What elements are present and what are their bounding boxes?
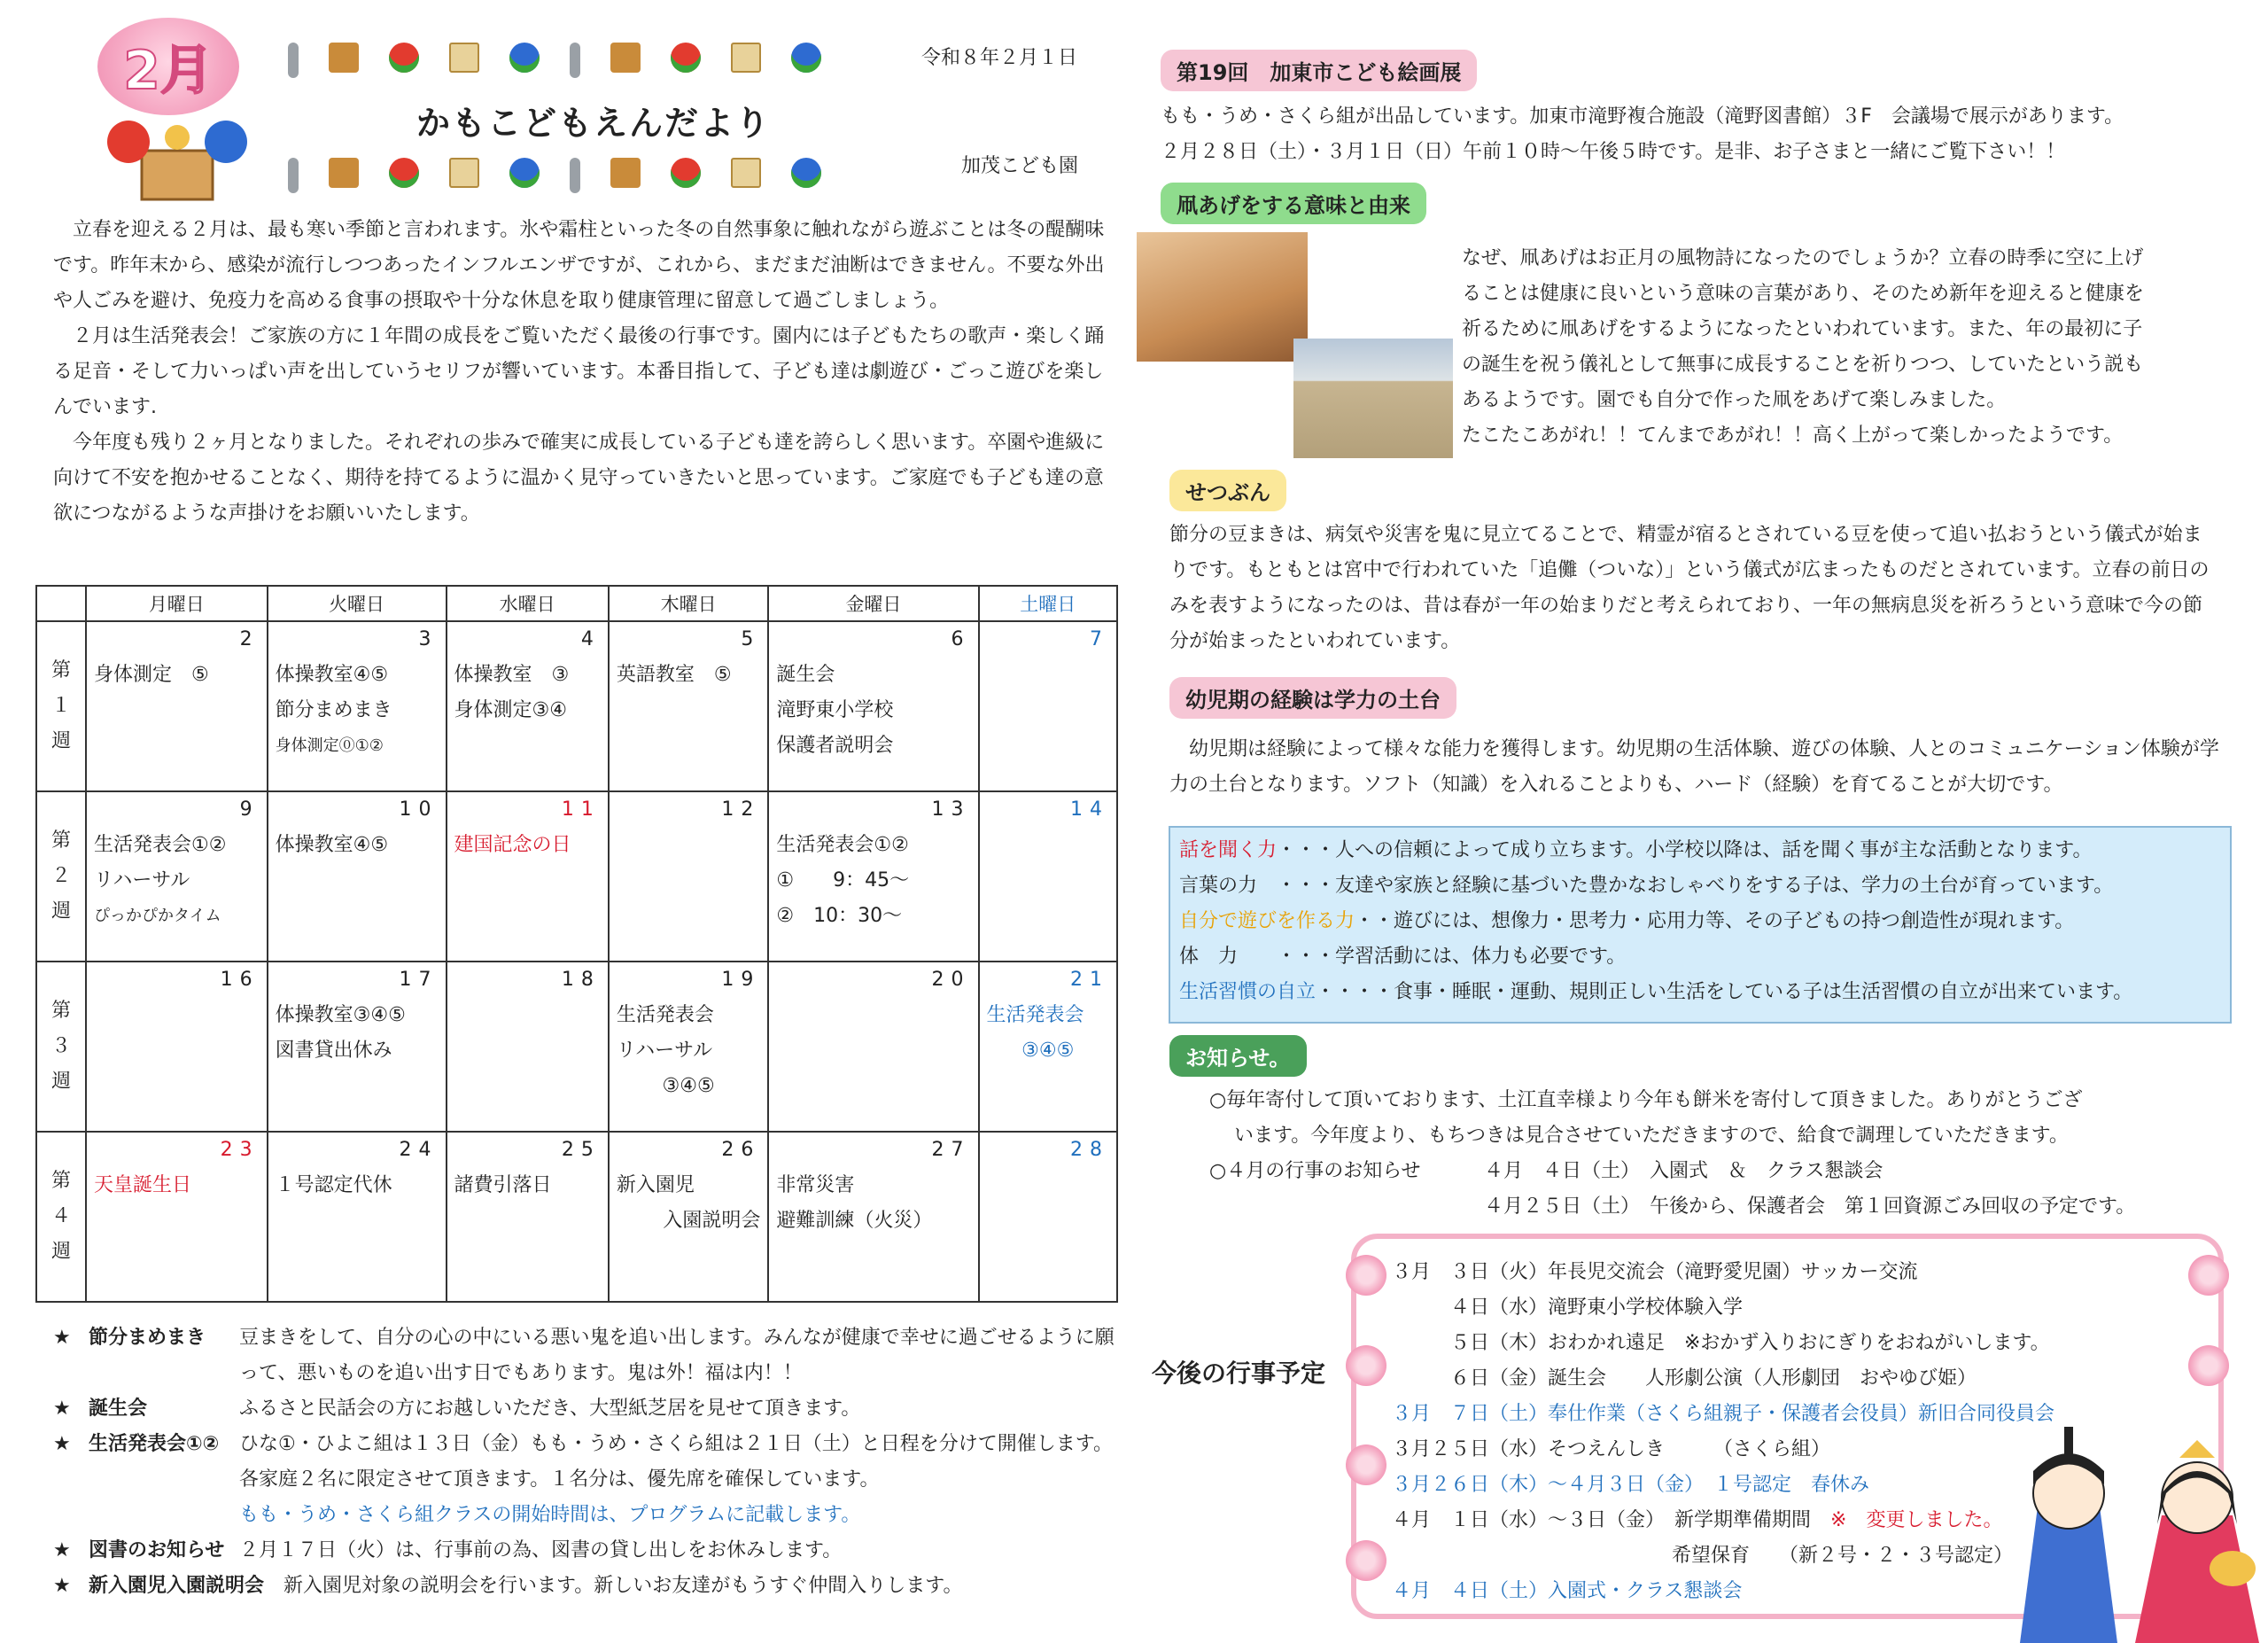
day-number: 24 — [399, 1139, 439, 1161]
star-icon: ★ — [53, 1575, 71, 1597]
day-number: 14 — [1070, 798, 1109, 821]
cell-line-small: 身体測定⓪①② — [275, 736, 384, 755]
bean-skewer-icon — [570, 43, 580, 78]
april-notice — [1209, 1154, 2255, 1189]
schedule-item: ４日（水）滝野東小学校体験入学 — [1450, 1296, 1744, 1319]
masu-box-icon — [610, 158, 641, 188]
learning-section — [1169, 677, 1456, 719]
bean-skewer-icon — [288, 43, 299, 78]
sakura-icon — [2188, 1345, 2229, 1386]
cell-line: 誕生会 — [776, 664, 835, 686]
masu-box-icon — [329, 158, 359, 188]
day-number: 11 — [561, 798, 601, 821]
notice-line: います。今年度より、もちつきは見合させていただきますので、給食で調理していただきます。 — [1234, 1125, 2069, 1147]
schedule-item: ４月 １日（水）～３日（金） 新学期準備期間 ※ 変更しました。 — [1392, 1509, 2003, 1531]
red-oni-icon — [389, 158, 419, 188]
ability-key: 話を聞く力 — [1179, 839, 1278, 861]
exhibition-line: ２月２８日（土）・３月１日（日）午前１０時～午後５時です。是非、お子さまと一緒にご覧下さい！！ — [1161, 141, 2066, 163]
calendar-cell — [447, 1132, 609, 1302]
note-label: 誕生会 — [89, 1398, 148, 1420]
day-number: 13 — [931, 798, 971, 821]
month-badge — [97, 18, 239, 115]
notice-title: お知らせ。 — [1169, 1035, 1307, 1077]
kite-body — [1462, 241, 2241, 454]
day-number: 28 — [1070, 1139, 1109, 1161]
cell-line: 非常災害 — [776, 1174, 855, 1196]
day-number: 20 — [931, 969, 971, 991]
event-notes — [53, 1320, 1116, 1604]
note-text: ひな①・ひよこ組は１３日（金）もも・うめ・さくら組は２１日（土）と日程を分けて開催します。各家庭２名に限定させて頂きます。１名分は、優先席を確保しています。 — [239, 1433, 1113, 1491]
schedule-item: ３月 ７日（土）奉仕作業（さくら組親子・保護者会役員）新旧合同役員会 — [1392, 1403, 2055, 1425]
week-label: 第 １ 週 — [36, 621, 86, 791]
sakura-icon — [2188, 1255, 2229, 1296]
calendar-cell — [979, 1132, 1118, 1302]
note-text: 豆まきをして、自分の心の中にいる悪い鬼を追い出します。みんなが健康で幸せに過ごせるように願って、悪いものを追い出す日でもあります。鬼は外！福は内！！ — [239, 1327, 1115, 1384]
day-number: 23 — [220, 1139, 260, 1161]
calendar-cell — [768, 791, 978, 962]
cell-line: リハーサル — [94, 869, 190, 892]
changed-note: ※ 変更しました。 — [1830, 1509, 2003, 1531]
red-oni-icon — [389, 43, 419, 73]
sakura-icon — [1346, 1345, 1386, 1386]
kite-photo-indoor — [1137, 232, 1308, 362]
calendar-cell — [447, 621, 609, 791]
cell-line: 身体測定 ⑤ — [94, 664, 209, 686]
schedule-item: ４月 ４日（土）入園式・クラス懇談会 — [1392, 1580, 1743, 1602]
fuku-sign-icon — [731, 158, 761, 188]
note-item — [53, 1427, 1116, 1533]
cell-line: 体操教室 ③ — [454, 664, 570, 686]
april-line: ４月 ４日（土） 入園式 ＆ クラス懇談会 — [1484, 1160, 1884, 1182]
note-item — [53, 1533, 1116, 1569]
note-label: 節分まめまき — [89, 1327, 206, 1349]
ability-key: 体 力 — [1179, 946, 1239, 968]
day-header: 月曜日 — [86, 586, 268, 621]
day-number: 5 — [741, 628, 761, 650]
calendar-cell — [979, 791, 1118, 962]
exhibition-body — [1161, 99, 2250, 170]
week-label: 第 ４ 週 — [36, 1132, 86, 1302]
ability-row: 体 力 ・・・学習活動には、体力も必要です。 — [1179, 946, 1627, 968]
week-label: 第 ２ 週 — [36, 791, 86, 962]
calendar-cell — [268, 962, 447, 1132]
calendar-week-row — [36, 962, 1117, 1132]
day-number: 4 — [580, 628, 601, 650]
note-text: ふるさと民話会の方にお越しいただき、大型紙芝居を見せて頂きます。 — [239, 1398, 861, 1420]
calendar-cell — [86, 962, 268, 1132]
cell-line: 生活発表会 — [616, 1004, 714, 1026]
day-number: 26 — [721, 1139, 761, 1161]
cell-line: 図書貸出休み — [275, 1040, 392, 1062]
intro-paragraph: ２月は生活発表会！ご家族の方に１年間の成長をご覧いただく最後の行事です。園内には子どもたちの歌声・楽しく踊る足音・そして力いっぱい声を出していうセリフが響いています。本番目指して、子ども達は劇遊び・ごっこ遊びを楽しんでいます. — [53, 325, 1105, 418]
ability-row: 話を聞く力・・・人への信頼によって成り立ちます。小学校以降は、話を聞く事が主な活動となります。 — [1179, 839, 2093, 861]
ability-key: 言葉の力 — [1179, 875, 1258, 897]
decoration-row-top — [288, 43, 821, 78]
calendar-cell — [268, 791, 447, 962]
cell-line: ② 10：30～ — [776, 905, 903, 927]
calendar-cell — [86, 1132, 268, 1302]
calendar-cell — [609, 962, 769, 1132]
ability-row: 言葉の力 ・・・友達や家族と経験に基づいた豊かなおしゃべりをする子は、学力の土台が育っています。 — [1179, 875, 2114, 897]
calendar-cell — [268, 621, 447, 791]
sakura-icon — [1346, 1444, 1386, 1485]
schedule-item: ３月 ３日（火）年長児交流会（滝野愛児園）サッカー交流 — [1392, 1261, 1918, 1283]
day-header: 木曜日 — [609, 586, 769, 621]
cell-line: ③④⑤ — [662, 1075, 715, 1097]
star-icon: ★ — [53, 1539, 71, 1561]
cell-line: 節分まめまき — [275, 699, 392, 721]
intro-section — [53, 213, 1107, 532]
day-number: 17 — [399, 969, 439, 991]
schedule-item: ３月２６日（木）～４月３日（金） １号認定 春休み — [1392, 1474, 1870, 1496]
cell-line: 保護者説明会 — [776, 735, 894, 757]
day-header: 金曜日 — [768, 586, 978, 621]
blue-oni-icon — [509, 158, 540, 188]
learning-title: 幼児期の経験は学力の土台 — [1169, 677, 1456, 719]
ability-row: 自分で遊びを作る力・・遊びには、想像力・思考力・応用力等、その子どもの持つ創造性が現れます。 — [1179, 910, 2075, 932]
kite-line: 祈るために凧あげをするようになったといわれています。また、年の最初に子 — [1462, 318, 2143, 340]
cell-line: リハーサル — [616, 1040, 713, 1062]
cell-line: 生活発表会①② — [94, 834, 227, 856]
cell-line: 身体測定③④ — [454, 699, 567, 721]
calendar-cell — [768, 962, 978, 1132]
note-label: 図書のお知らせ — [89, 1539, 225, 1561]
fuku-sign-icon — [449, 158, 479, 188]
issue-date: 令和８年２月１日 — [921, 47, 1078, 69]
calendar-week-row — [36, 1132, 1117, 1302]
note-label: 新入園児入園説明会 — [89, 1575, 265, 1597]
note-item — [53, 1391, 1116, 1427]
exhibition-title: 第19回 加東市こども絵画展 — [1161, 50, 1477, 91]
kite-line: たこたこあがれ！！てんまであがれ！！高く上がって楽しかったようです。 — [1462, 424, 2124, 447]
april-line: ４月２５日（土） 午後から、保護者会 第１回資源ごみ回収の予定です。 — [1484, 1195, 2136, 1218]
notice-body — [1209, 1083, 2255, 1225]
schedule-item: 希望保育 （新２号・２・３号認定） — [1672, 1545, 2014, 1567]
intro-paragraph: 立春を迎える２月は、最も寒い季節と言われます。氷や霜柱といった冬の自然事象に触れながら遊ぶことは冬の醍醐味です。昨年末から、感染が流行しつつあったインフルエンザですが、これから、まだまだ油断はできません。不要な外出や人ごみを避け、免疫力を高める食事の摂取や十分な休息を取り健康管理に留意して過ごしましょう。 — [53, 219, 1105, 312]
day-number: 6 — [951, 628, 971, 650]
cell-line: 避難訓練（火災） — [776, 1210, 933, 1232]
note-item — [53, 1569, 1116, 1604]
ability-key: 生活習慣の自立 — [1179, 981, 1317, 1003]
note-text: 新入園児対象の説明会を行います。新しいお友達がもうすぐ仲間入りします。 — [284, 1575, 963, 1597]
schedule-item: ３月２５日（水）そつえんしき （さくら組） — [1392, 1438, 1831, 1460]
cell-line: 滝野東小学校 — [776, 699, 894, 721]
setsubun-body: 節分の豆まきは、病気や災害を鬼に見立てることで、精霊が宿るとされている豆を使って追い払おうという儀式が始まりです。もともとは宮中で行われていた「追儺（ついな）」という儀式が広まったものだとされています。立春の前日のみを表すようになったのは、昔は春が一年の始まりだと考えられており、一年の無病息災を祈ろうという意味で今の節分が始まったといわれています。 — [1169, 524, 2210, 652]
school-name: 加茂こども園 — [961, 155, 1079, 177]
note-extra: もも・うめ・さくら組クラスの開始時間は、プログラムに記載します。 — [239, 1504, 861, 1526]
day-number: 7 — [1090, 628, 1109, 650]
cell-line: １号認定代休 — [275, 1174, 392, 1196]
fuku-sign-icon — [731, 43, 761, 73]
week-label: 第 ３ 週 — [36, 962, 86, 1132]
calendar-corner — [36, 586, 86, 621]
cell-line: 生活発表会①② — [776, 834, 909, 856]
exhibition-line: もも・うめ・さくら組が出品しています。加東市滝野複合施設（滝野図書館）３F 会議場で展示があります。 — [1161, 105, 2124, 128]
day-number: 3 — [418, 628, 439, 650]
masu-box-icon — [329, 43, 359, 73]
cell-line: 諸費引落日 — [454, 1174, 552, 1196]
ability-text: 遊びには、想像力・思考力・応用力等、その子どもの持つ創造性が現れます。 — [1394, 910, 2075, 932]
learning-body: 幼児期は経験によって様々な能力を獲得します。幼児期の生活体験、遊びの体験、人とのコミュニケーション体験が学力の土台となります。ソフト（知識）を入れることよりも、ハード（経験）を育てることが大切です。 — [1169, 738, 2219, 796]
month-label: 2月 — [123, 40, 214, 102]
calendar-cell — [768, 621, 978, 791]
cell-line: 英語教室 ⑤ — [616, 664, 732, 686]
schedule-title: 今後の行事予定 — [1152, 1359, 1326, 1388]
day-header: 水曜日 — [447, 586, 609, 621]
note-text: ２月１７日（火）は、行事前の為、図書の貸し出しをお休みします。 — [239, 1539, 843, 1561]
cell-line: 体操教室③④⑤ — [275, 1004, 406, 1026]
intro-paragraph: 今年度も残り２ヶ月となりました。それぞれの歩みで確実に成長している子ども達を誇らしく思います。卒園や進級に向けて不安を抱かせることなく、期待を持てるように温かく見守っていきたいと思っています。ご家庭でも子ども達の意欲につながるような声掛けをお願いいたします。 — [53, 432, 1105, 525]
ability-text: 友達や家族と経験に基づいた豊かなおしゃべりをする子は、学力の土台が育っています。 — [1335, 875, 2114, 897]
day-number: 9 — [239, 798, 260, 821]
calendar-header-row — [36, 586, 1117, 621]
day-number: 16 — [220, 969, 260, 991]
day-number: 2 — [239, 628, 260, 650]
abilities-box — [1169, 826, 2232, 1024]
day-number: 25 — [561, 1139, 601, 1161]
calendar-cell — [979, 962, 1118, 1132]
cell-line-small: ぴっかぴかタイム — [94, 907, 221, 925]
calendar-cell — [447, 962, 609, 1132]
cell-line: ③④⑤ — [1021, 1040, 1075, 1062]
cell-line: 新入園児 — [616, 1174, 695, 1196]
cell-line: 生活発表会 — [986, 1004, 1084, 1026]
note-label: 生活発表会①② — [89, 1433, 220, 1455]
calendar-cell — [86, 621, 268, 791]
calendar-week-row — [36, 791, 1117, 962]
setsubun-section — [1169, 470, 1286, 511]
calendar-cell — [609, 621, 769, 791]
oni-illustration — [102, 102, 252, 204]
masu-box-icon — [610, 43, 641, 73]
calendar-cell — [268, 1132, 447, 1302]
blue-oni-icon — [509, 43, 540, 73]
kite-title: 凧あげをする意味と由来 — [1161, 183, 1426, 224]
ability-text: 食事・睡眠・運動、規則正しい生活をしている子は生活習慣の自立が出来ています。 — [1394, 981, 2133, 1003]
day-number: 18 — [561, 969, 601, 991]
sakura-icon — [1346, 1255, 1386, 1296]
star-icon: ★ — [53, 1398, 71, 1420]
star-icon: ★ — [53, 1327, 71, 1349]
calendar-week-row — [36, 621, 1117, 791]
ability-text: 学習活動には、体力も必要です。 — [1335, 946, 1627, 968]
day-number: 21 — [1070, 969, 1109, 991]
calendar-cell — [447, 791, 609, 962]
april-label: ○４月の行事のお知らせ — [1209, 1160, 1421, 1182]
notice-section — [1169, 1035, 1307, 1077]
calendar-cell — [86, 791, 268, 962]
day-number: 10 — [399, 798, 439, 821]
red-oni-icon — [671, 43, 701, 73]
calendar-cell — [609, 791, 769, 962]
exhibition-section — [1161, 50, 1477, 91]
decoration-row-bottom — [288, 158, 821, 193]
calendar-cell — [609, 1132, 769, 1302]
kite-line: なぜ、凧あげはお正月の風物詩になったのでしょうか？立春の時季に空に上げ — [1462, 247, 2144, 269]
day-header-saturday: 土曜日 — [979, 586, 1118, 621]
cell-line: 建国記念の日 — [454, 834, 571, 856]
schedule-item: ６日（金）誕生会 人形劇公演（人形劇団 おやゆび姫） — [1450, 1367, 1977, 1390]
cell-line: 体操教室④⑤ — [275, 834, 389, 856]
setsubun-title: せつぶん — [1169, 470, 1286, 511]
ability-key: 自分で遊びを作る力 — [1179, 910, 1355, 932]
calendar-cell — [768, 1132, 978, 1302]
kite-line: ることは健康に良いという意味の言葉があり、そのため新年を迎えると健康を — [1462, 283, 2145, 305]
hina-dolls-illustration — [1984, 1409, 2268, 1643]
star-icon: ★ — [53, 1433, 71, 1455]
kite-photo-outdoor — [1293, 339, 1453, 458]
bean-skewer-icon — [570, 158, 580, 193]
cell-line: 天皇誕生日 — [94, 1174, 192, 1196]
february-calendar — [35, 585, 1118, 1303]
blue-oni-icon — [791, 158, 821, 188]
schedule-item: ５日（木）おわかれ遠足 ※おかず入りおにぎりをおねがいします。 — [1450, 1332, 2050, 1354]
calendar-cell — [979, 621, 1118, 791]
red-oni-icon — [671, 158, 701, 188]
cell-line: ① 9：45～ — [776, 869, 910, 892]
kite-line: あるようです。園でも自分で作った凧をあげて楽しみました。 — [1462, 389, 2007, 411]
notice-line: ○毎年寄付して頂いております、土江直幸様より今年も餅米を寄付して頂きました。ありがとうござ — [1209, 1089, 2083, 1111]
day-number: 27 — [931, 1139, 971, 1161]
ability-row: 生活習慣の自立・・・・食事・睡眠・運動、規則正しい生活をしている子は生活習慣の自立が出来ています。 — [1179, 981, 2133, 1003]
fuku-sign-icon — [449, 43, 479, 73]
kite-line: の誕生を祝う儀礼として無事に成長することを祈りつつ、していたという説も — [1462, 354, 2144, 376]
kite-section — [1161, 183, 1426, 224]
ability-text: 人への信頼によって成り立ちます。小学校以降は、話を聞く事が主な活動となります。 — [1335, 839, 2093, 861]
cell-line: 体操教室④⑤ — [275, 664, 389, 686]
day-header: 火曜日 — [268, 586, 447, 621]
bean-skewer-icon — [288, 158, 299, 193]
blue-oni-icon — [791, 43, 821, 73]
day-number: 12 — [721, 798, 761, 821]
note-item — [53, 1320, 1116, 1391]
newsletter-title: かもこどもえんだより — [416, 104, 772, 143]
day-number: 19 — [721, 969, 761, 991]
sakura-icon — [1346, 1540, 1386, 1581]
cell-line: 入園説明会 — [663, 1210, 761, 1232]
